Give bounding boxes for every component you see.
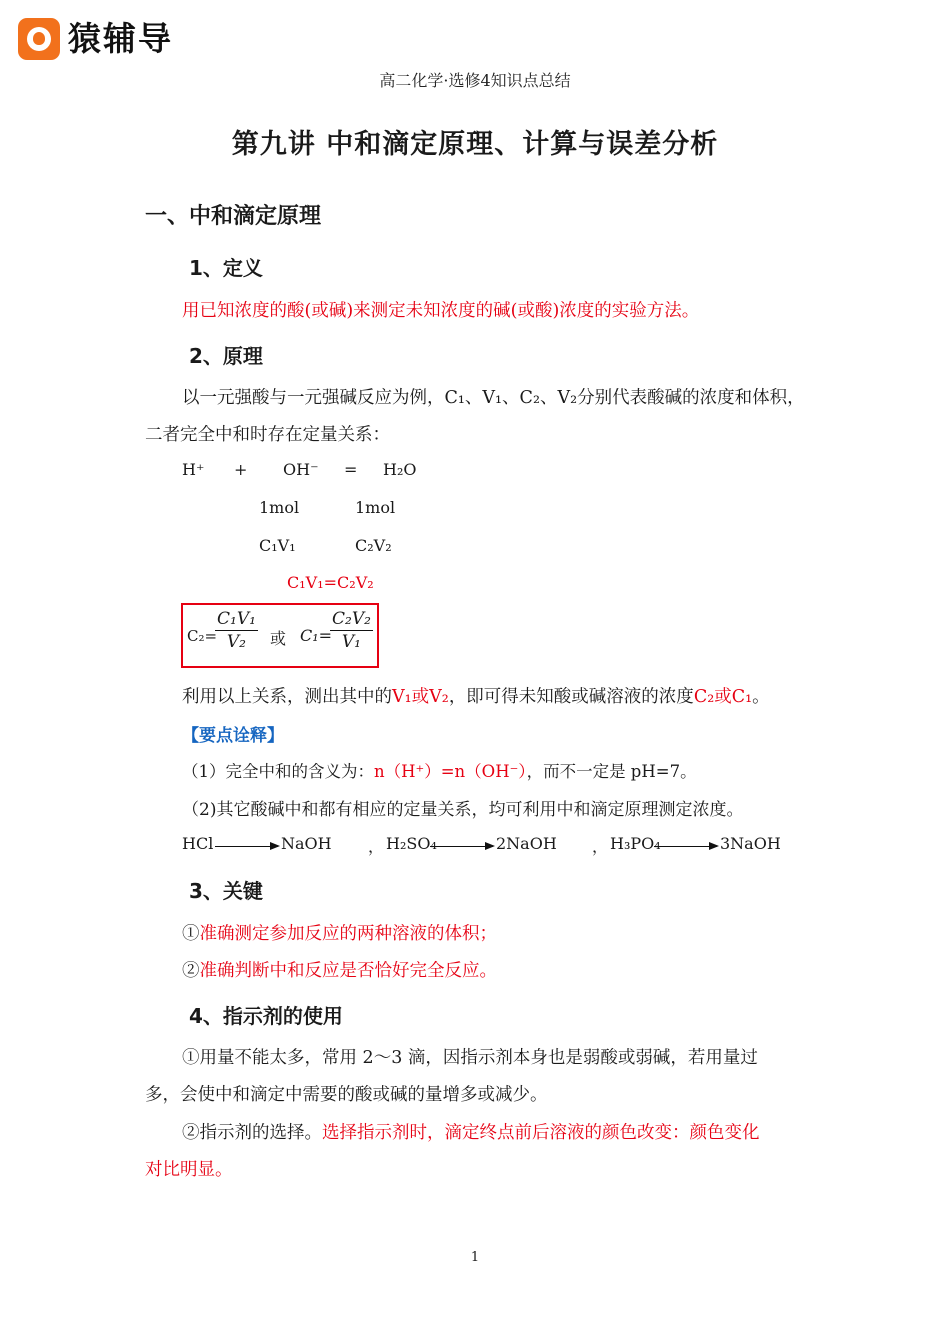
subsection-heading-principle: 2、原理 bbox=[189, 344, 263, 368]
key-item-1 bbox=[182, 920, 497, 945]
fraction-1-numerator: C₁V₁ bbox=[217, 609, 256, 629]
use-text-volumes: V₁或V₂ bbox=[392, 687, 449, 707]
moles-right: 1mol bbox=[355, 498, 396, 517]
key-item-2 bbox=[182, 957, 497, 982]
header-subtitle: 高二化学·选修4知识点总结 bbox=[379, 71, 571, 90]
logo-icon bbox=[18, 18, 60, 60]
subsection-heading-indicator: 4、指示剂的使用 bbox=[189, 1004, 343, 1028]
kp1-text-c: ，而不一定是 pH=7。 bbox=[526, 762, 697, 781]
logo-text: 猿辅导 bbox=[68, 19, 173, 58]
moles-left: 1mol bbox=[259, 498, 300, 517]
section-heading: 一、中和滴定原理 bbox=[145, 204, 322, 229]
arrow-icon bbox=[654, 846, 717, 847]
subsection-heading-definition: 1、定义 bbox=[189, 256, 263, 280]
arrow-icon bbox=[215, 846, 278, 847]
key-item-2-mark: ② bbox=[182, 961, 200, 981]
indicator-p1-line2: 多，会使中和滴定中需要的酸或碱的量增多或减少。 bbox=[145, 1085, 548, 1105]
key-item-1-text: 准确测定参加反应的两种溶液的体积； bbox=[199, 924, 497, 944]
indicator-p2-line1 bbox=[182, 1119, 760, 1144]
page-title: 第九讲 中和滴定原理、计算与误差分析 bbox=[231, 129, 719, 160]
ratio-acid-3: H₃PO₄ bbox=[610, 834, 661, 853]
kp1-text-a: （1）完全中和的含义为： bbox=[182, 762, 374, 781]
equation-h-ion: H⁺ bbox=[182, 460, 205, 479]
indicator-p2-red: 选择指示剂时，滴定终点前后溶液的颜色改变：颜色变化 bbox=[322, 1123, 760, 1143]
ratio-sep-1: ， bbox=[368, 837, 385, 856]
ratio-base-1: NaOH bbox=[281, 834, 332, 853]
formula-or: 或 bbox=[270, 629, 287, 648]
formula-c1-label: C₁= bbox=[300, 626, 333, 645]
kp1-formula: n（H⁺）=n（OH⁻） bbox=[374, 762, 527, 781]
relation-formula: C₁V₁=C₂V₂ bbox=[287, 573, 374, 592]
principle-paragraph-line1: 以一元强酸与一元强碱反应为例，C₁、V₁、C₂、V₂分别代表酸碱的浓度和体积， bbox=[182, 388, 805, 408]
ratio-sep-2: ， bbox=[592, 837, 609, 856]
ratio-acid-1: HCl bbox=[182, 834, 214, 853]
principle-paragraph-line2: 二者完全中和时存在定量关系： bbox=[145, 425, 390, 445]
subsection-heading-key: 3、关键 bbox=[189, 879, 263, 903]
keypoint-2: （2)其它酸碱中和都有相应的定量关系，均可利用中和滴定原理测定浓度。 bbox=[182, 800, 744, 820]
indicator-p2-lead: ②指示剂的选择。 bbox=[182, 1123, 322, 1143]
key-item-1-mark: ① bbox=[182, 924, 200, 944]
fraction-2-numerator: C₂V₂ bbox=[332, 609, 371, 629]
definition-text: 用已知浓度的酸(或碱)来测定未知浓度的碱(或酸)浓度的实验方法。 bbox=[182, 301, 700, 321]
cv-left: C₁V₁ bbox=[259, 536, 296, 555]
formula-c2-label: C₂= bbox=[187, 627, 218, 645]
keypoint-title: 【要点诠释】 bbox=[182, 726, 284, 746]
ratio-acid-2: H₂SO₄ bbox=[386, 834, 437, 853]
equation-plus: + bbox=[234, 460, 248, 479]
use-text-c: ，即可得未知酸或碱溶液的浓度 bbox=[448, 687, 694, 707]
use-relation-text bbox=[182, 683, 770, 708]
equation-oh-ion: OH⁻ bbox=[283, 460, 319, 479]
formula-fraction-2 bbox=[330, 609, 373, 652]
use-text-concentrations: C₂或C₁ bbox=[693, 687, 753, 707]
fraction-2-denominator: V₁ bbox=[341, 632, 361, 652]
formula-box bbox=[181, 603, 379, 668]
key-item-2-text: 准确判断中和反应是否恰好完全反应。 bbox=[199, 961, 497, 981]
formula-fraction-1 bbox=[215, 609, 258, 652]
ratio-base-3: 3NaOH bbox=[720, 834, 781, 853]
fraction-1-denominator: V₂ bbox=[226, 632, 246, 652]
keypoint-1 bbox=[182, 758, 697, 782]
equation-water: H₂O bbox=[383, 460, 417, 479]
indicator-p2-line2: 对比明显。 bbox=[145, 1160, 233, 1180]
equation-equals: = bbox=[344, 460, 358, 479]
use-text-a: 利用以上关系，测出其中的 bbox=[182, 687, 392, 707]
use-text-end: 。 bbox=[752, 687, 770, 707]
cv-right: C₂V₂ bbox=[355, 536, 392, 555]
page-number: 1 bbox=[470, 1250, 480, 1265]
ratio-base-2: 2NaOH bbox=[496, 834, 557, 853]
arrow-icon bbox=[430, 846, 493, 847]
indicator-p1-line1: ①用量不能太多，常用 2～3 滴，因指示剂本身也是弱酸或弱碱，若用量过 bbox=[182, 1048, 758, 1068]
